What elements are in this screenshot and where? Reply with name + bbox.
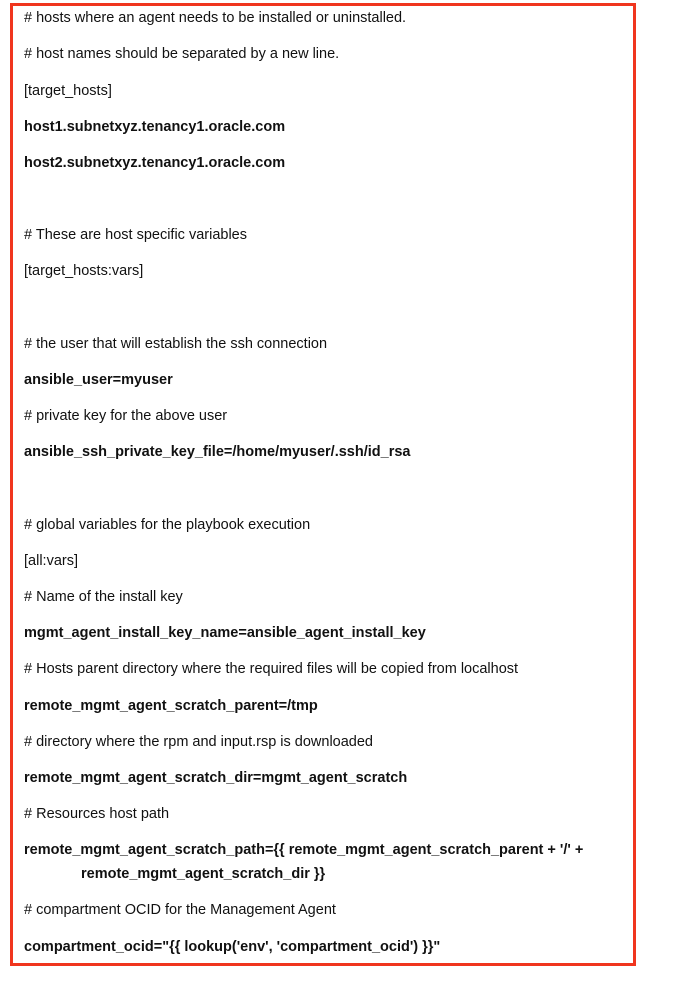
variable-line: ansible_ssh_private_key_file=/home/myuser/.ssh/id_rsa xyxy=(24,444,411,460)
variable-line: ansible_user=myuser xyxy=(24,372,173,388)
variable-line: remote_mgmt_agent_scratch_parent=/tmp xyxy=(24,698,318,714)
comment-line: # global variables for the playbook execution xyxy=(24,517,311,533)
comment-line: # Name of the install key xyxy=(24,589,183,605)
comment-line: # the user that will establish the ssh connection xyxy=(24,336,328,352)
variable-line: compartment_ocid="{{ lookup('env', 'compartment_ocid') }}" xyxy=(24,939,441,955)
variable-line: remote_mgmt_agent_scratch_path={{ remote_mgmt_agent_scratch_parent + '/' + xyxy=(24,842,584,858)
comment-line: # compartment OCID for the Management Agent xyxy=(24,902,336,918)
section-header-line: [target_hosts] xyxy=(24,83,112,99)
section-header-line: [target_hosts:vars] xyxy=(24,263,144,279)
comment-line: # Resources host path xyxy=(24,806,170,822)
comment-line: # hosts where an agent needs to be installed or uninstalled. xyxy=(24,10,407,26)
variable-line: mgmt_agent_install_key_name=ansible_agent_install_key xyxy=(24,625,426,641)
comment-line: # private key for the above user xyxy=(24,408,228,424)
host-line: host1.subnetxyz.tenancy1.oracle.com xyxy=(24,119,286,135)
host-line: host2.subnetxyz.tenancy1.oracle.com xyxy=(24,155,286,171)
comment-line: # These are host specific variables xyxy=(24,227,247,243)
variable-line: remote_mgmt_agent_scratch_dir=mgmt_agent_scratch xyxy=(24,770,408,786)
section-header-line: [all:vars] xyxy=(24,553,78,569)
comment-line: # directory where the rpm and input.rsp is downloaded xyxy=(24,734,373,750)
comment-line: # host names should be separated by a new line. xyxy=(24,46,340,62)
variable-line-continuation: remote_mgmt_agent_scratch_dir }} xyxy=(81,866,326,882)
comment-line: # Hosts parent directory where the required files will be copied from localhost xyxy=(24,661,519,677)
